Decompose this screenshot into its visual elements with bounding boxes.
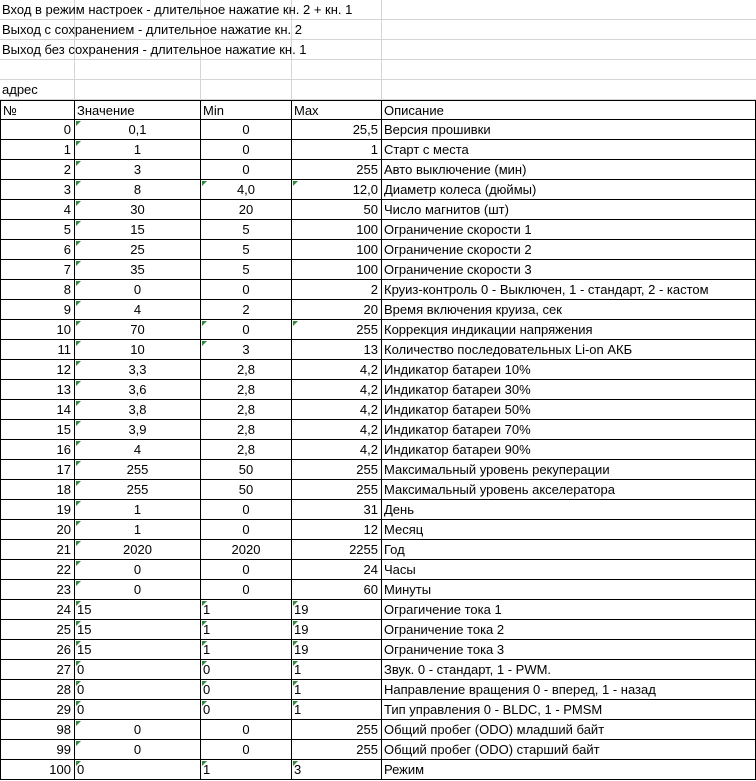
cell-description[interactable]: Старт с места: [382, 140, 756, 160]
cell-value[interactable]: 255: [75, 460, 201, 480]
cell-value[interactable]: 2020: [75, 540, 201, 560]
note-row: [0, 20, 756, 40]
cell-value[interactable]: 0: [75, 280, 201, 300]
cell-value[interactable]: 10: [75, 340, 201, 360]
cell-value[interactable]: 8: [75, 180, 201, 200]
cell-number[interactable]: 9: [0, 300, 75, 320]
cell-value[interactable]: 3,9: [75, 420, 201, 440]
table-row: [0, 520, 756, 540]
cell-number[interactable]: 27: [0, 660, 75, 680]
cell-description[interactable]: Ограничение скорости 1: [382, 220, 756, 240]
table-row: [0, 500, 756, 520]
cell-min[interactable]: 0: [201, 320, 292, 340]
cell-description[interactable]: Диаметр колеса (дюймы): [382, 180, 756, 200]
cell-value[interactable]: 0: [75, 660, 201, 680]
cell-number[interactable]: 0: [0, 120, 75, 140]
cell-value[interactable]: 3: [75, 160, 201, 180]
table-row: [0, 580, 756, 600]
empty-cell[interactable]: [0, 60, 75, 80]
table-row: [0, 280, 756, 300]
cell-min[interactable]: 2020: [201, 540, 292, 560]
cell-min[interactable]: 0: [201, 560, 292, 580]
cell-max[interactable]: 255: [292, 740, 382, 760]
cell-max[interactable]: 100: [292, 240, 382, 260]
cell-description[interactable]: Время включения круиза, сек: [382, 300, 756, 320]
cell-number[interactable]: 23: [0, 580, 75, 600]
cell-value[interactable]: 255: [75, 480, 201, 500]
cell-min[interactable]: 4,0: [201, 180, 292, 200]
cell-description[interactable]: Максимальный уровень рекуперации: [382, 460, 756, 480]
address-row: [0, 80, 756, 100]
blank-row: [0, 60, 756, 80]
cell-min[interactable]: 50: [201, 460, 292, 480]
cell-min[interactable]: 5: [201, 240, 292, 260]
cell-min[interactable]: 5: [201, 260, 292, 280]
table-row: [0, 540, 756, 560]
cell-number[interactable]: 13: [0, 380, 75, 400]
cell-number[interactable]: 7: [0, 260, 75, 280]
cell-number[interactable]: 99: [0, 740, 75, 760]
cell-description[interactable]: Режим: [382, 760, 756, 780]
note-text: Выход без сохранения - длительное нажатие кн. 1: [2, 42, 307, 57]
cell-value[interactable]: 3,6: [75, 380, 201, 400]
table-row: [0, 460, 756, 480]
cell-description[interactable]: Ограничение скорости 2: [382, 240, 756, 260]
cell-max[interactable]: 255: [292, 480, 382, 500]
cell-number[interactable]: 29: [0, 700, 75, 720]
note-cell[interactable]: [0, 20, 302, 40]
table-row: [0, 640, 756, 660]
cell-min[interactable]: 0: [201, 660, 292, 680]
cell-min[interactable]: 2,8: [201, 380, 292, 400]
table-row: [0, 420, 756, 440]
empty-cell[interactable]: [201, 60, 292, 80]
cell-max[interactable]: 19: [292, 640, 382, 660]
cell-value[interactable]: 0: [75, 560, 201, 580]
cell-min[interactable]: 0: [201, 740, 292, 760]
table-row: [0, 600, 756, 620]
cell-value[interactable]: 0: [75, 700, 201, 720]
cell-value[interactable]: 0,1: [75, 120, 201, 140]
table-row: [0, 440, 756, 460]
cell-min[interactable]: 2,8: [201, 420, 292, 440]
cell-value[interactable]: 1: [75, 500, 201, 520]
cell-description[interactable]: Число магнитов (шт): [382, 200, 756, 220]
cell-value[interactable]: 0: [75, 740, 201, 760]
cell-value[interactable]: 25: [75, 240, 201, 260]
cell-number[interactable]: 16: [0, 440, 75, 460]
cell-max[interactable]: 1: [292, 700, 382, 720]
cell-number[interactable]: 98: [0, 720, 75, 740]
cell-number[interactable]: 26: [0, 640, 75, 660]
cell-max[interactable]: 100: [292, 260, 382, 280]
table-row: [0, 160, 756, 180]
cell-max[interactable]: 2255: [292, 540, 382, 560]
table-row: [0, 380, 756, 400]
cell-max[interactable]: 20: [292, 300, 382, 320]
cell-number[interactable]: 5: [0, 220, 75, 240]
cell-description[interactable]: Ограничение тока 2: [382, 620, 756, 640]
cell-min[interactable]: 1: [201, 760, 292, 780]
cell-description[interactable]: Версия прошивки: [382, 120, 756, 140]
cell-max[interactable]: 12: [292, 520, 382, 540]
empty-cell[interactable]: [75, 80, 201, 100]
cell-max[interactable]: 25,5: [292, 120, 382, 140]
note-row: [0, 40, 756, 60]
cell-number[interactable]: 100: [0, 760, 75, 780]
cell-description[interactable]: День: [382, 500, 756, 520]
cell-max[interactable]: 50: [292, 200, 382, 220]
cell-description[interactable]: Ограгичение тока 1: [382, 600, 756, 620]
address-label: адрес: [2, 82, 38, 97]
cell-value[interactable]: 30: [75, 200, 201, 220]
cell-max[interactable]: 4,2: [292, 440, 382, 460]
cell-number[interactable]: 3: [0, 180, 75, 200]
cell-description[interactable]: Коррекция индикации напряжения: [382, 320, 756, 340]
empty-cell[interactable]: [382, 60, 756, 80]
cell-max[interactable]: 255: [292, 160, 382, 180]
table-row: [0, 140, 756, 160]
cell-min[interactable]: 1: [201, 600, 292, 620]
table-row: [0, 480, 756, 500]
cell-number[interactable]: 20: [0, 520, 75, 540]
note-row: [0, 0, 756, 20]
cell-description[interactable]: Круиз-контроль 0 - Выключен, 1 - стандарт, 2 - кастом: [382, 280, 756, 300]
empty-cell[interactable]: [382, 80, 756, 100]
table-row: [0, 400, 756, 420]
cell-value[interactable]: 15: [75, 600, 201, 620]
table-row: [0, 240, 756, 260]
cell-min[interactable]: 0: [201, 500, 292, 520]
cell-value[interactable]: 3,8: [75, 400, 201, 420]
cell-value[interactable]: 1: [75, 520, 201, 540]
table-row: [0, 720, 756, 740]
cell-min[interactable]: 0: [201, 140, 292, 160]
cell-max[interactable]: 1: [292, 140, 382, 160]
cell-max[interactable]: 13: [292, 340, 382, 360]
cell-description[interactable]: Максимальный уровень акселератора: [382, 480, 756, 500]
header-min[interactable]: Min: [201, 100, 292, 120]
header-max[interactable]: Max: [292, 100, 382, 120]
table-row: [0, 680, 756, 700]
cell-number[interactable]: 28: [0, 680, 75, 700]
cell-min[interactable]: 50: [201, 480, 292, 500]
table-row: [0, 660, 756, 680]
table-row: [0, 120, 756, 140]
cell-description[interactable]: Направление вращения 0 - вперед, 1 - назад: [382, 680, 756, 700]
cell-value[interactable]: 3,3: [75, 360, 201, 380]
cell-value[interactable]: 4: [75, 300, 201, 320]
cell-description[interactable]: Индикатор батареи 70%: [382, 420, 756, 440]
header-num[interactable]: №: [0, 100, 75, 120]
cell-value[interactable]: 15: [75, 640, 201, 660]
cell-description[interactable]: Индикатор батареи 90%: [382, 440, 756, 460]
cell-min[interactable]: 2: [201, 300, 292, 320]
empty-cell[interactable]: [292, 60, 382, 80]
cell-description[interactable]: Тип управления 0 - BLDC, 1 - PMSM: [382, 700, 756, 720]
header-desc[interactable]: Описание: [382, 100, 756, 120]
cell-max[interactable]: 19: [292, 600, 382, 620]
cell-max[interactable]: 3: [292, 760, 382, 780]
table-row: [0, 220, 756, 240]
note-cell[interactable]: [0, 40, 307, 60]
cell-max[interactable]: 2: [292, 280, 382, 300]
cell-number[interactable]: 8: [0, 280, 75, 300]
cell-description[interactable]: Общий пробег (ODO) старший байт: [382, 740, 756, 760]
cell-number[interactable]: 19: [0, 500, 75, 520]
cell-description[interactable]: Звук. 0 - стандарт, 1 - PWM.: [382, 660, 756, 680]
cell-description[interactable]: Месяц: [382, 520, 756, 540]
table-row: [0, 180, 756, 200]
cell-max[interactable]: 19: [292, 620, 382, 640]
cell-number[interactable]: 17: [0, 460, 75, 480]
note-text: Выход с сохранением - длительное нажатие кн. 2: [2, 22, 302, 37]
table-row: [0, 320, 756, 340]
cell-min[interactable]: 2,8: [201, 400, 292, 420]
cell-min[interactable]: 0: [201, 120, 292, 140]
cell-min[interactable]: 0: [201, 680, 292, 700]
cell-number[interactable]: 1: [0, 140, 75, 160]
cell-min[interactable]: 20: [201, 200, 292, 220]
cell-number[interactable]: 2: [0, 160, 75, 180]
cell-max[interactable]: 255: [292, 720, 382, 740]
empty-cell[interactable]: [292, 80, 382, 100]
table-row: [0, 620, 756, 640]
cell-description[interactable]: Ограничение скорости 3: [382, 260, 756, 280]
cell-max[interactable]: 4,2: [292, 360, 382, 380]
cell-number[interactable]: 4: [0, 200, 75, 220]
cell-description[interactable]: Часы: [382, 560, 756, 580]
cell-min[interactable]: 5: [201, 220, 292, 240]
cell-value[interactable]: 1: [75, 140, 201, 160]
cell-description[interactable]: Год: [382, 540, 756, 560]
cell-number[interactable]: 24: [0, 600, 75, 620]
cell-number[interactable]: 21: [0, 540, 75, 560]
address-label-cell[interactable]: [0, 80, 75, 100]
cell-number[interactable]: 18: [0, 480, 75, 500]
cell-min[interactable]: 0: [201, 520, 292, 540]
empty-cell[interactable]: [382, 40, 756, 60]
cell-value[interactable]: 0: [75, 760, 201, 780]
cell-max[interactable]: 255: [292, 320, 382, 340]
cell-min[interactable]: 1: [201, 620, 292, 640]
cell-max[interactable]: 60: [292, 580, 382, 600]
empty-cell[interactable]: [75, 60, 201, 80]
note-text: Вход в режим настроек - длительное нажатие кн. 2 + кн. 1: [2, 2, 353, 17]
cell-min[interactable]: 1: [201, 640, 292, 660]
cell-description[interactable]: Индикатор батареи 30%: [382, 380, 756, 400]
cell-min[interactable]: 0: [201, 280, 292, 300]
cell-min[interactable]: 0: [201, 720, 292, 740]
cell-min[interactable]: 2,8: [201, 440, 292, 460]
cell-max[interactable]: 31: [292, 500, 382, 520]
cell-number[interactable]: 11: [0, 340, 75, 360]
cell-number[interactable]: 25: [0, 620, 75, 640]
table-row: [0, 340, 756, 360]
empty-cell[interactable]: [382, 0, 756, 20]
header-row: [0, 100, 756, 120]
cell-min[interactable]: 0: [201, 700, 292, 720]
cell-max[interactable]: 24: [292, 560, 382, 580]
cell-max[interactable]: 100: [292, 220, 382, 240]
empty-cell[interactable]: [292, 20, 382, 40]
cell-min[interactable]: 0: [201, 580, 292, 600]
cell-max[interactable]: 4,2: [292, 380, 382, 400]
cell-min[interactable]: 0: [201, 160, 292, 180]
cell-min[interactable]: 3: [201, 340, 292, 360]
cell-description[interactable]: Индикатор батареи 50%: [382, 400, 756, 420]
cell-value[interactable]: 4: [75, 440, 201, 460]
cell-max[interactable]: 12,0: [292, 180, 382, 200]
empty-cell[interactable]: [382, 20, 756, 40]
cell-number[interactable]: 14: [0, 400, 75, 420]
cell-value[interactable]: 0: [75, 580, 201, 600]
cell-description[interactable]: Индикатор батареи 10%: [382, 360, 756, 380]
cell-value[interactable]: 0: [75, 720, 201, 740]
table-row: [0, 360, 756, 380]
table-row: [0, 300, 756, 320]
cell-value[interactable]: 70: [75, 320, 201, 340]
table-row: [0, 200, 756, 220]
cell-number[interactable]: 22: [0, 560, 75, 580]
cell-description[interactable]: Авто выключение (мин): [382, 160, 756, 180]
table-row: [0, 260, 756, 280]
cell-max[interactable]: 4,2: [292, 420, 382, 440]
table-row: [0, 760, 756, 780]
header-value[interactable]: Значение: [75, 100, 201, 120]
cell-max[interactable]: 1: [292, 660, 382, 680]
cell-description[interactable]: Общий пробег (ODO) младший байт: [382, 720, 756, 740]
cell-value[interactable]: 35: [75, 260, 201, 280]
cell-max[interactable]: 1: [292, 680, 382, 700]
cell-description[interactable]: Ограничение тока 3: [382, 640, 756, 660]
cell-description[interactable]: Минуты: [382, 580, 756, 600]
cell-max[interactable]: 4,2: [292, 400, 382, 420]
cell-value[interactable]: 15: [75, 220, 201, 240]
table-row: [0, 700, 756, 720]
table-row: [0, 560, 756, 580]
cell-value[interactable]: 0: [75, 680, 201, 700]
cell-number[interactable]: 12: [0, 360, 75, 380]
cell-value[interactable]: 15: [75, 620, 201, 640]
note-cell[interactable]: [0, 0, 353, 20]
cell-number[interactable]: 10: [0, 320, 75, 340]
cell-min[interactable]: 2,8: [201, 360, 292, 380]
empty-cell[interactable]: [201, 80, 292, 100]
cell-number[interactable]: 15: [0, 420, 75, 440]
cell-number[interactable]: 6: [0, 240, 75, 260]
cell-description[interactable]: Количество последовательных Li-on АКБ: [382, 340, 756, 360]
table-row: [0, 740, 756, 760]
cell-max[interactable]: 255: [292, 460, 382, 480]
